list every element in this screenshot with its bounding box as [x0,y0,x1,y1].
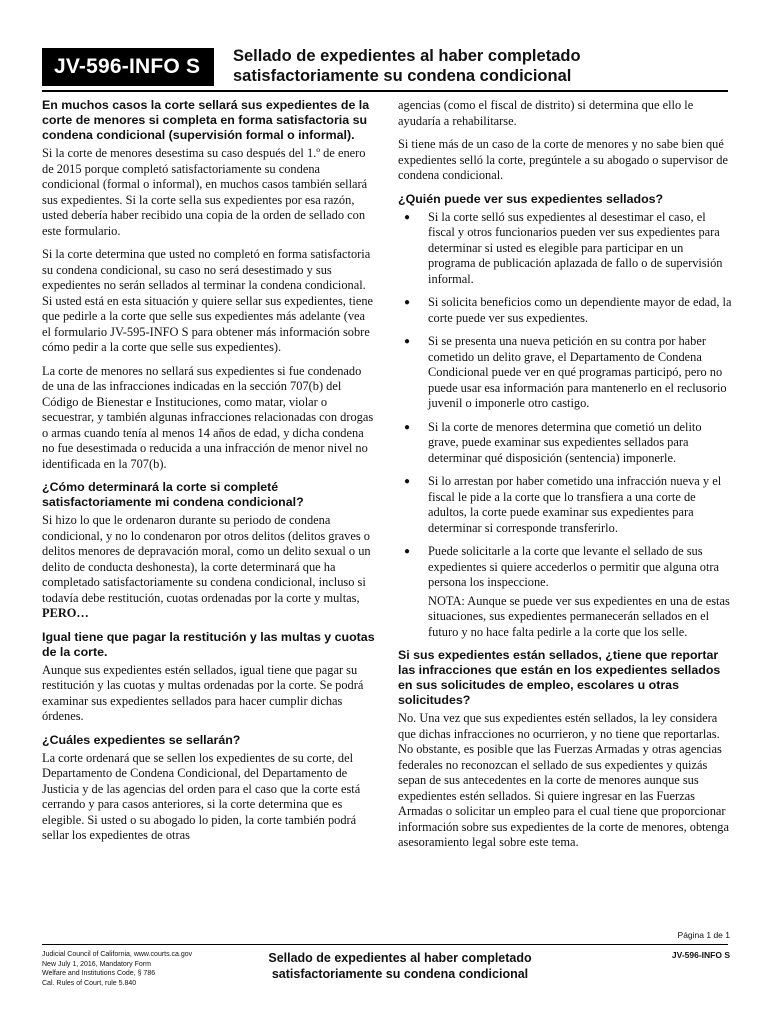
section-heading: ¿Cómo determinará la corte si completé satisfactoriamente mi condena condicional? [42,480,304,509]
page-title [233,46,733,86]
page-title-line-2: satisfactoriamente su condena condicional [233,67,572,85]
intro-heading: En muchos casos la corte sellará sus expedientes de la corte de menores si completa en forma satisfactoria su condena condicional (supervisión formal o informal). [42,98,370,142]
paragraph: agencias (como el fiscal de distrito) si determina que ello le ayudaría a rehabilitarse. [398,98,694,128]
section-heading: Si sus expedientes están sellados, ¿tiene que reportar las infracciones que están en los expedientes sellados en sus solicitudes de empleo, escolares u otras solicitudes? [398,648,721,707]
footer-line: Judicial Council of California, www.courts.ca.gov [42,951,193,958]
footer-title [245,950,555,982]
paragraph: Aunque sus expedientes estén sellados, igual tiene que pagar su restitución y las cuotas y multas ordenadas por la corte. Se podrá examinar sus expedientes sellados para hacer cumplir dichas órdenes. [42,662,364,723]
page-number: Página 1 de 1 [677,930,730,940]
bullet-icon: ● [404,546,411,557]
section-heading: ¿Cuáles expedientes se sellarán? [42,732,241,747]
footer-line: Welfare and Institutions Code, § 786 [42,970,156,977]
list-item [398,210,732,288]
paragraph [42,513,375,622]
paragraph: Si la corte de menores desestima su caso después del 1.º de enero de 2015 porque completó satisfactoriamente su condena condicional (formal o informal), en muchos casos también sellará sus expedientes. Si la corte sella sus expedientes por esa razón, usted debería haber recibido una copia de la orden de sellado con este formulario. [42,146,368,238]
form-code: JV-596-INFO S [54,55,201,78]
footer-title-line-2: satisfactoriamente su condena condicional [271,967,529,981]
bullet-list [398,210,732,591]
bullet-icon: ● [404,476,411,487]
note: NOTA: Aunque se puede ver sus expedientes en una de estas situaciones, sus expedientes permanecerán sellados en el futuro y no hace falta pedirle a la corte que los selle. [428,593,730,639]
page-title-line-1: Sellado de expedientes al haber completado [233,47,581,65]
paragraph: La corte ordenará que se sellen los expedientes de su corte, del Departamento de Condena Condicional, del Departamento de Justicia y de las agencias del orden para el caso que la corte está cerrando y para casos anteriores, si la corte determina que es elegible. Si usted o su abogado lo piden, la corte también podrá sellar los expedientes de otras [42,750,361,842]
right-column [398,98,732,859]
list-item [398,295,732,326]
list-item-text: Si la corte de menores determina que cometió un delito grave, puede examinar sus expedientes sellados para determinar qué disposición (sentencia) imponerle. [428,419,702,465]
section-heading: ¿Quién puede ver sus expedientes sellados? [398,191,664,206]
list-item [398,420,732,467]
list-item-text: Si lo arrestan por haber cometido una infracción nueva y el fiscal le pide a la corte que lo transfiera a una corte de adultos, la corte puede examinar sus expedientes para determinar si corresponde transferirlo. [428,474,722,535]
emphasis-text: PERO… [42,606,89,620]
list-item [398,334,732,412]
footer-form-code: JV-596-INFO S [671,950,730,960]
footer-citation [42,950,232,988]
bullet-icon: ● [404,336,411,347]
header-divider [42,90,728,92]
list-item-text: Puede solicitarle a la corte que levante el sellado de sus expedientes si quiere accederlos o permitir que alguna otra persona los inspeccione. [428,544,720,589]
bullet-icon: ● [404,211,411,223]
list-item [398,474,732,536]
paragraph: Si tiene más de un caso de la corte de menores y no sabe bien qué expedientes selló la corte, pregúntele a su abogado o supervisor de condena condicional. [398,137,728,182]
footer-line: Cal. Rules of Court, rule 5.840 [42,979,137,987]
footer-line: New July 1, 2016, Mandatory Form [42,960,151,968]
footer-title-line-1: Sellado de expedientes al haber completado [268,951,532,965]
footer-divider [42,944,728,945]
form-code-badge [42,48,214,86]
paragraph: La corte de menores no sellará sus expedientes si fue condenado de una de las infracciones indicadas en la sección 707(b) del Código de Bienestar e Instituciones, como matar, violar o secuestrar, y también algunas infracciones relacionadas con drogas o armas cuando tenía al menos 14 años de edad, y dicha condena no fue desestimada o reducida a una infracción de menor nivel no identificada en la 707(b). [42,363,374,471]
list-item-text: Si se presenta una nueva petición en su contra por haber cometido un delito grave, el Departamento de Condena Condicional puede ver en qué programas participó, pero no puede usar esa información para mantenerlo en el reclusorio juvenil o imponerle otro castigo. [428,334,727,410]
paragraph: Si la corte determina que usted no completó en forma satisfactoria su condena condicional, su caso no será desestimado y sus expedientes no serán sellados al terminar la condena condicional. Si usted está en esta situación y quiere sellar sus expedientes, tiene que pedirle a la corte que selle sus expedientes más adelante (vea el formulario JV-595-INFO S para obtener más información sobre cómo pedir a la corte que selle sus expedientes). [42,247,374,354]
list-item-text: Si la corte selló sus expedientes al desestimar el caso, el fiscal y otros funcionarios pueden ver sus expedientes para determinar si usted es elegible para participar en un programa de publicación aplazada de fallo o de supervisión informal. [428,209,723,286]
paragraph: No. Una vez que sus expedientes estén sellados, la ley considera que dichas infracciones no ocurrieron, y no tiene que reportarlas. No obstante, es posible que las Fuerzas Armadas y otras agencias federales no reconozcan el sellado de sus expedientes y quizás sepan de sus antecedentes en la corte de menores aunque sus expedientes estén sellados. Si quiere ingresar en las Fuerzas Armadas o solicitar un empleo para el cual tiene que proporcionar información sobre sus expedientes de la corte de menores, obtenga asesoramiento legal sobre este tema. [398,711,729,849]
list-item-text: Si solicita beneficios como un dependiente mayor de edad, la corte puede ver sus expedientes. [428,295,732,325]
paragraph-text: Si hizo lo que le ordenaron durante su periodo de condena condicional, y no lo condenaron por otros delitos (delitos graves o delitos menores de depravación moral, como un delito sexual o un delito de conducta deshonesta), la corte determinará que ha completado satisfactoriamente su condena condicional, incluso si todavía debe restitución, cuotas ordenadas por la corte y multas, [42,513,371,605]
bullet-icon: ● [404,297,411,308]
left-column [42,98,375,852]
bullet-icon: ● [404,421,411,433]
list-item [398,544,732,591]
section-heading: Igual tiene que pagar la restitución y las multas y cuotas de la corte. [42,629,375,659]
